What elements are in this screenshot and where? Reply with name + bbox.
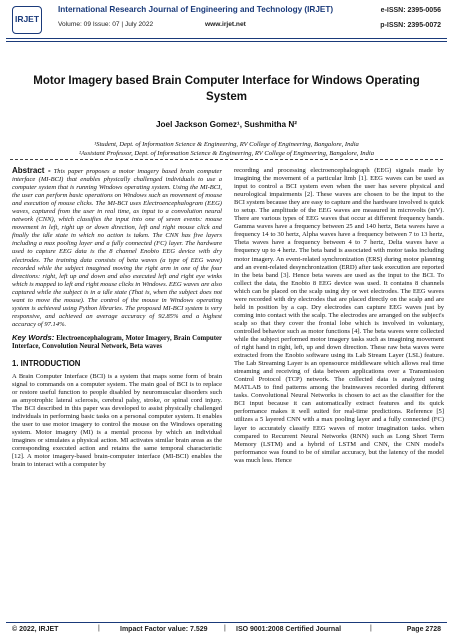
footer-separator: | xyxy=(98,625,100,632)
abstract xyxy=(12,167,222,329)
affiliation-2: ²Assistant Professor, Dept. of Information Science & Engineering, RV College of Engineering, Bangalore, India xyxy=(79,150,374,157)
abstract-body: This paper proposes a motor imagery based brain computer interface (MI-BCI) that enables physically challenged individuals to use a computer system that is running Windows operating system. Using the MI-BCI, the user can perform basic operations on Windows such as movement of mouse and execution of mouse clicks. The MI-BCI uses Electroencephalogram (EEG) waves, captured from the user in real time, as input to a convolution neural network (CNN), which classifies the input into one of seven events: mouse movement in left, right up or down direction, left and right mouse click and finally the idle state in which no action is taken. The CNN has five layers including a max pooling layer and a fully connected (FC) layer. The hardware used to capture EEG data is the 8 channel Enobio EEG device with dry electrodes. The training data consists of beta waves (a type of EEG wave) recorded while the subject imagined moving the right arm in one of the four directions: right, left up and down and also executed left and right eye winks which is mapped to left and right mouse clicks in Windows. EEG waves are also captured while the subject is in a idle state (That is, when the subject does not want to move the mouse). The control of the mouse in Windows operating system is achieved using Python libraries. The proposed MI-BCI system is very responsive, and achieved an average accuracy of 92.85% and a highest accuracy of 97.14%. xyxy=(12,168,222,328)
volume-line xyxy=(58,21,246,28)
footer-rule xyxy=(6,622,447,623)
keywords xyxy=(12,334,222,352)
volume-issue: Volume: 09 Issue: 07 | July 2022 xyxy=(58,21,154,28)
footer-page-number: Page 2728 xyxy=(406,626,441,633)
paper-authors: Joel Jackson Gomez¹, Sushmitha N² xyxy=(155,120,298,129)
journal-name: International Research Journal of Engineering and Technology (IRJET) xyxy=(58,5,334,14)
abstract-heading: Abstract - xyxy=(12,166,51,175)
journal-header xyxy=(0,0,453,40)
keywords-heading: Key Words: xyxy=(12,332,55,342)
header-rule-thin xyxy=(6,41,447,42)
keywords-body: Electroencephalogram, Motor Imagery, Brain Computer Interface, Convolution Neural Network, Beta waves xyxy=(12,334,222,351)
right-column xyxy=(234,167,444,465)
irjet-logo: IRJET xyxy=(12,6,42,34)
journal-website[interactable]: www.irjet.net xyxy=(205,21,246,28)
footer-copyright: © 2022, IRJET xyxy=(12,626,59,633)
paper-title: Motor Imagery based Brain Computer Interface for Windows Operating System xyxy=(33,75,420,103)
footer-impact-factor: Impact Factor value: 7.529 xyxy=(120,626,208,633)
section-heading-introduction: 1. INTRODUCTION xyxy=(12,358,81,368)
section-divider xyxy=(10,159,443,160)
e-issn: e-ISSN: 2395-0056 xyxy=(380,7,441,14)
p-issn: p-ISSN: 2395-0072 xyxy=(380,22,441,29)
affiliation-1: ¹Student, Dept. of Information Science & Engineering, RV College of Engineering, Bangalore, India xyxy=(94,141,359,148)
left-column xyxy=(12,167,222,469)
introduction-body: A Brain Computer Interface (BCI) is a system that maps some form of brain signal to commands on a computer system. The main goal of BCI is to replace or restore useful function to people disabled by neuromuscular disorders such as amyotrophic lateral sclerosis, cerebral palsy, stroke, or spinal cord injury. The BCI described in this paper was developed to assist physically challenged individuals in performing basic tasks on a personal computer system. It enables the user to use motor imagery to control the mouse on the Windows operating system. Motor imagery (MI) is a mental process by which an individual imagines or simulates a physical action. MI activates similar brain areas as the corresponding executed action and retains the same temporal characteristic [12]. A motor imagery-based brain-computer interface (MI-BCI) enables the brain to interact with a computer by xyxy=(12,372,222,469)
footer-separator: | xyxy=(370,625,372,632)
footer-iso: ISO 9001:2008 Certified Journal xyxy=(236,626,342,633)
right-column-body: recording and processing electroencephalograph (EEG) signals made by imagining the movement of a particular limb [1]. EEG waves can be used as input to control a BCI system even when the user has severe physical and neurological impairments [2]. These waves are chosen to be the input to the BCI system because they are easy to capture and the hardware involved is quick to setup. The amplitude of the EEG waves are measured in microvolts (mV). There are various types of EEG waves that occur at different frequency bands. Gamma waves have a frequency between 25 and 140 hertz, Beta waves have a frequency 14 to 30 hertz, Alpha waves have a frequency between 7 to 13 hertz, Theta waves have a frequency between 4 to 7 hertz, Delta waves have a frequency up to 4 hertz. The beta band is associated with motor tasks including motor imagery. An event-related synchronization (ERS) during motor planning and an event-related desynchronization (ERD) after task execution are reported in the beta band [3]. Hence beta waves are used as the input to the BCI. To collect the data, the Enobio 8 EEG device was used. It contains 8 channels which can be placed on the scalp using dry or wet electrodes. The EEG waves were recorded with dry electrodes that are placed directly on the scalp and are held in position by a cap. Dry electrodes can capture EEG waves just by coming into contact with the scalp. The electrodes are arranged on the subject's scalp so that they cover the frontal lobe which is involved in voluntary, controlled behavior such as motor functions [4]. The beta waves were collected while the subject performed motor imagery tasks such as imagining movement of right hand in right, left, up and down direction. These raw beta waves were extracted from the Enobio software using its Lab Stream Layer (LSL) feature. The Lab Streaming Layer is an opensource middleware which allows real time streaming and receiving of data between applications over a Transmission Control Protocol (TCP) network. The collected data is analyzed using MATLAB to find patterns among the brainwaves recorded during different tasks. Convolutional Neural Networks is chosen to act as the classifier for the BCI input because it can automatically extract features and its quick performance makes it well suited for real-time predictions. Reference [5] utilizes a 5 layered CNN with a max pooling layer and a fully connected (FC) layer to accurately classify EEG waves of motor imagination tasks. when compared to Recurrent Neural Networks (RNN) such as Long Short Term Memory (LSTM) and a hybrid of LSTM and CNN, the CNN model's performance was found to be of similar accuracy, but the latency of the model was much less. Hence xyxy=(234,167,444,464)
header-rule xyxy=(6,38,447,39)
footer-separator: | xyxy=(224,625,226,632)
